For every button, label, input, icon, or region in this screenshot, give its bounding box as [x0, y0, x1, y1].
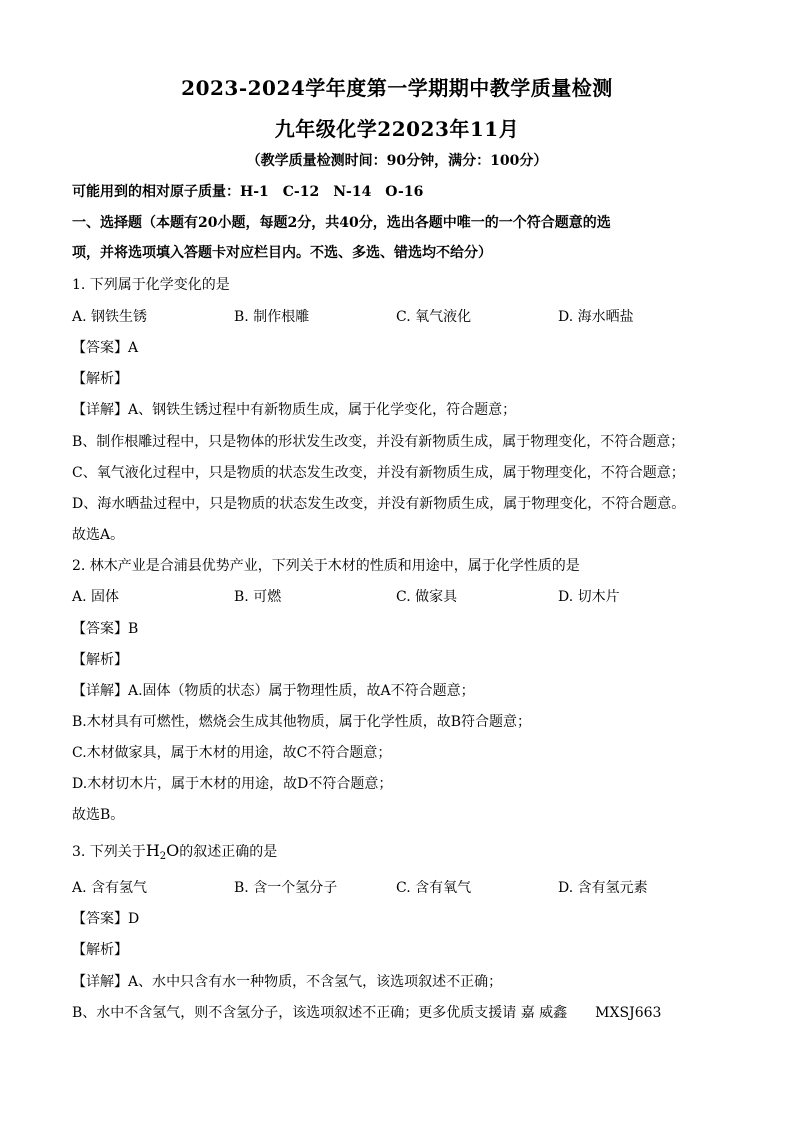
- formula-o: O: [166, 841, 180, 860]
- question-stem: 2. 林木产业是合浦县优势产业，下列关于木材的性质和用途中，属于化学性质的是: [72, 558, 580, 574]
- option-a: A. 钢铁生锈: [72, 309, 148, 325]
- stem-prefix: 3. 下列关于: [72, 844, 146, 860]
- exam-subject-date: 九年级化学22023年11月: [274, 117, 520, 141]
- question-stem: [72, 842, 277, 866]
- option-d: D. 切木片: [558, 589, 620, 605]
- formula-h: H: [145, 841, 160, 860]
- exam-time-score: （教学质量检测时间：90分钟，满分：100分）: [246, 153, 548, 169]
- answer: 【答案】A: [72, 340, 139, 356]
- atomic-masses: 可能用到的相对原子质量：H-1 C-12 N-14 O-16: [72, 184, 424, 200]
- answer: 【答案】D: [72, 911, 140, 927]
- stem-suffix: 的叙述正确的是: [179, 844, 278, 860]
- analysis-label: 【解析】: [72, 942, 128, 958]
- detail-line: 【详解】A、钢铁生锈过程中有新物质生成，属于化学变化，符合题意；: [72, 402, 517, 418]
- option-d: D. 海水晒盐: [558, 309, 634, 325]
- option-c: C. 含有氧气: [396, 880, 472, 896]
- formula-subscript: 2: [159, 851, 167, 862]
- detail-line: 故选A。: [72, 527, 125, 543]
- detail-line: 【详解】A、水中只含有水一种物质，不含氢气，该选项叙述不正确；: [72, 974, 503, 990]
- option-b: B. 制作根雕: [234, 309, 310, 325]
- detail-line: D.木材切木片，属于木材的用途，故D不符合题意；: [72, 776, 393, 792]
- question-stem: 1. 下列属于化学变化的是: [72, 277, 230, 293]
- detail-line: D、海水晒盐过程中，只是物质的状态发生改变，并没有新物质生成，属于物理变化，不符合题意。: [72, 496, 686, 512]
- option-c: C. 做家具: [396, 589, 458, 605]
- answer: 【答案】B: [72, 621, 139, 637]
- section-heading-cont: 项，并将选项填入答题卡对应栏目内。不选、多选、错选均不给分）: [72, 245, 492, 261]
- detail-line: 故选B。: [72, 807, 125, 823]
- detail-line: 【详解】A.固体（物质的状态）属于物理性质，故A不符合题意；: [72, 683, 475, 699]
- detail-line: B、制作根雕过程中，只是物体的形状发生改变，并没有新物质生成，属于物理变化，不符合题意；: [72, 434, 685, 450]
- option-b: B. 可燃: [234, 589, 282, 605]
- detail-line: B、水中不含氢气，则不含氢分子，该选项叙述不正确；更多优质支援请 嘉 威鑫 MXSJ663: [72, 1005, 662, 1021]
- option-a: A. 固体: [72, 589, 120, 605]
- detail-line: C、氧气液化过程中，只是物质的状态发生改变，并没有新物质生成，属于物理变化，不符合题意；: [72, 465, 685, 481]
- option-d: D. 含有氢元素: [558, 880, 648, 896]
- analysis-label: 【解析】: [72, 652, 128, 668]
- option-b: B. 含一个氢分子: [234, 880, 338, 896]
- analysis-label: 【解析】: [72, 371, 128, 387]
- option-c: C. 氧气液化: [396, 309, 472, 325]
- detail-line: B.木材具有可燃性，燃烧会生成其他物质，属于化学性质，故B符合题意；: [72, 714, 532, 730]
- section-heading: 一、选择题（本题有20小题，每题2分，共40分，选出各题中唯一的一个符合题意的选: [72, 215, 611, 231]
- detail-line: C.木材做家具，属于木材的用途，故C不符合题意；: [72, 745, 392, 761]
- exam-title: 2023-2024学年度第一学期期中教学质量检测: [181, 76, 613, 100]
- option-a: A. 含有氢气: [72, 880, 148, 896]
